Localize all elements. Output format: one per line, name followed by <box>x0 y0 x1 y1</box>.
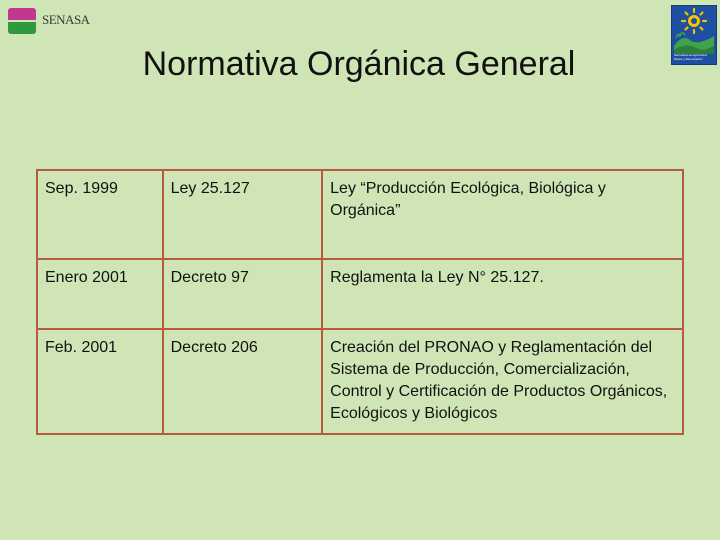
table-row <box>37 329 683 434</box>
table-cell-norm: Decreto 206 <box>163 329 323 434</box>
table-cell-date: Feb. 2001 <box>37 329 163 434</box>
ministry-logo-line-2: Pesca y Alimentación <box>674 58 703 61</box>
senasa-logo <box>6 6 96 34</box>
table-cell-date: Sep. 1999 <box>37 170 163 259</box>
senasa-logo-text: SENASA <box>42 12 90 27</box>
page-title <box>0 45 720 84</box>
senasa-logo-icon-bottom <box>8 22 36 34</box>
table-cell-description: Ley “Producción Ecológica, Biológica y Orgánica” <box>322 170 683 259</box>
senasa-logo-icon-top <box>8 8 36 20</box>
table-cell-description: Reglamenta la Ley N° 25.127. <box>322 259 683 329</box>
table-cell-date: Enero 2001 <box>37 259 163 329</box>
ministry-logo-line-1: Secretaría de Agricultura <box>674 54 708 57</box>
page-title-text: Normativa Orgánica General <box>142 45 576 83</box>
table-cell-norm: Ley 25.127 <box>163 170 323 259</box>
norms-table <box>36 169 684 435</box>
table-cell-description: Creación del PRONAO y Reglamentación del Sistema de Producción, Comercialización, Control y Certificación de Productos Orgánicos, Ecológicos y Biológicos <box>322 329 683 434</box>
table-row <box>37 259 683 329</box>
table-row <box>37 170 683 259</box>
table-cell-norm: Decreto 97 <box>163 259 323 329</box>
